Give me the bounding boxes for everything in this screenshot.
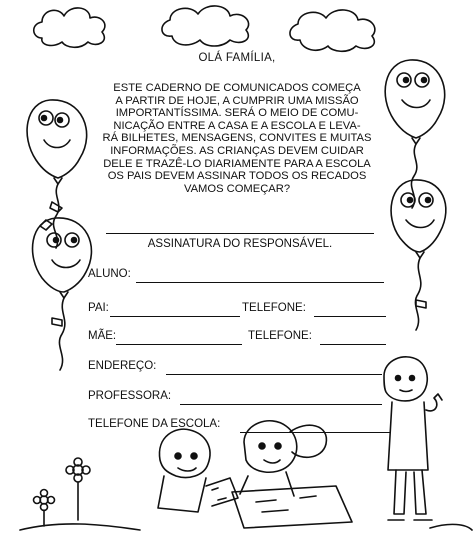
mother-line[interactable] xyxy=(116,344,242,345)
address-label: ENDEREÇO: xyxy=(88,360,157,372)
greeting-heading: OLÁ FAMÍLIA, xyxy=(198,52,276,64)
boy-standing-illustration xyxy=(384,357,442,520)
clouds-illustration xyxy=(34,6,375,51)
mother-phone-line[interactable] xyxy=(320,344,386,345)
intro-paragraph xyxy=(72,82,402,195)
father-phone-label: TELEFONE: xyxy=(242,302,306,314)
mother-label: MÃE: xyxy=(88,330,117,342)
left-balloon-bottom-illustration xyxy=(33,218,92,370)
student-name-line[interactable] xyxy=(136,282,384,283)
intro-line: A PARTIR DE HOJE, A CUMPRIR UMA MISSÃO xyxy=(115,94,359,107)
school-phone-line[interactable] xyxy=(240,432,390,433)
intro-line: OS PAIS DEVEM ASSINAR TODOS OS RECADOS xyxy=(107,170,367,183)
intro-line: INFORMAÇÕES. AS CRIANÇAS DEVEM CUIDAR xyxy=(110,144,364,157)
father-line[interactable] xyxy=(110,316,240,317)
teacher-label: PROFESSORA: xyxy=(88,390,172,402)
intro-line: RÁ BILHETES, MENSAGENS, CONVITES E MUITAS xyxy=(102,132,372,145)
intro-line: ESTE CADERNO DE COMUNICADOS COMEÇA xyxy=(113,82,361,94)
intro-line: DELE E TRAZÊ-LO DIARIAMENTE PARA A ESCOLA xyxy=(103,157,371,170)
address-line[interactable] xyxy=(166,374,382,375)
student-name-label: ALUNO: xyxy=(88,268,131,280)
signature-label: ASSINATURA DO RESPONSÁVEL. xyxy=(147,238,333,250)
school-phone-label: TELEFONE DA ESCOLA: xyxy=(88,418,221,430)
children-drawing-illustration xyxy=(158,421,352,528)
mother-phone-label: TELEFONE: xyxy=(248,330,312,342)
father-label: PAI: xyxy=(88,302,109,314)
signature-line[interactable] xyxy=(106,233,374,234)
teacher-line[interactable] xyxy=(180,404,382,405)
intro-line: VAMOS COMEÇAR? xyxy=(183,182,291,195)
right-balloon-bottom-illustration xyxy=(391,180,446,330)
intro-line: IMPORTANTÍSSIMA. SERÁ O MEIO DE COMU- xyxy=(115,107,359,120)
father-phone-line[interactable] xyxy=(314,316,386,317)
intro-line: NICAÇÃO ENTRE A CASA E A ESCOLA E LEVA- xyxy=(113,119,361,132)
